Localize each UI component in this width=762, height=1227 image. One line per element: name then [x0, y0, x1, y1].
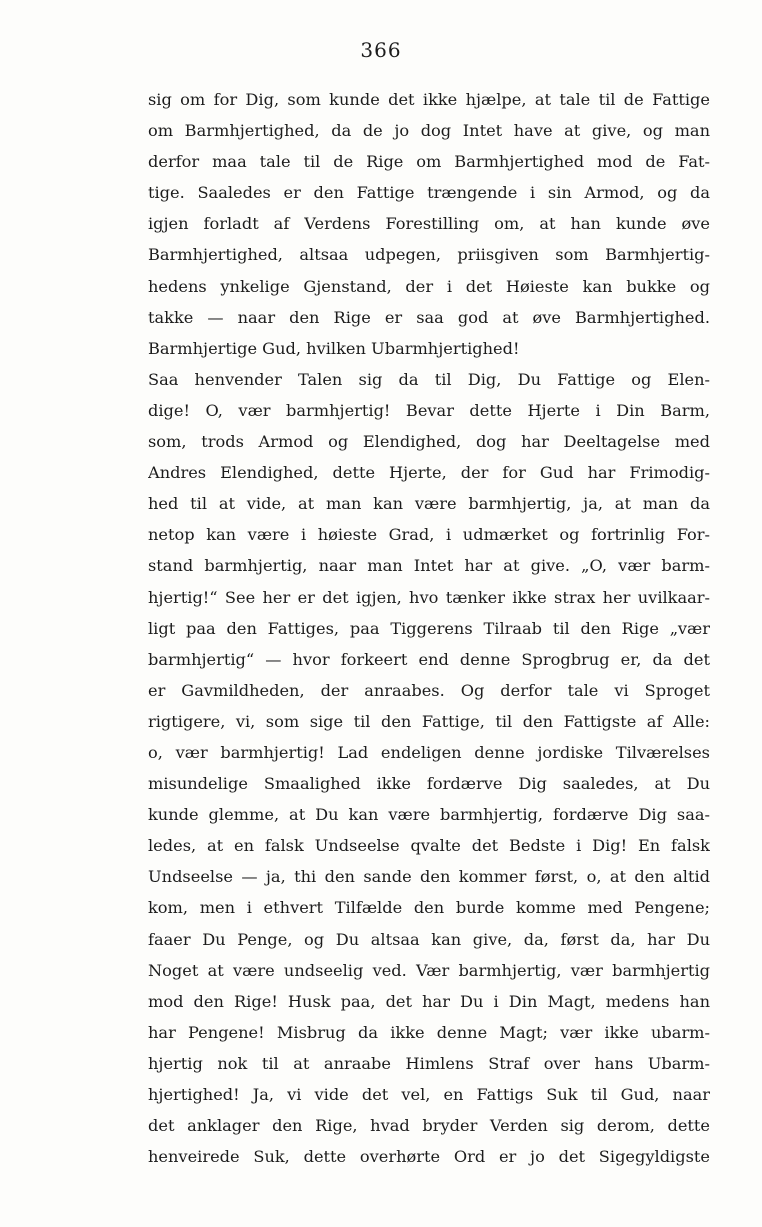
text-line: takke — naar den Rige er saa god at øve Barmhjertighed.	[148, 307, 710, 327]
text-line: hedens ynkelige Gjenstand, der i det Høieste kan bukke og	[148, 276, 710, 296]
text-line: som, trods Armod og Elendighed, dog har Deeltagelse med	[148, 432, 710, 452]
text-line: misundelige Smaalighed ikke fordærve Dig saaledes, at Du	[148, 774, 710, 794]
text-line: om Barmhjertighed, da de jo dog Intet have at give, og man	[148, 121, 710, 141]
text-line: hjertig nok til at anraabe Himlens Straf over hans Ubarm-	[148, 1053, 710, 1073]
text-line: rigtigere, vi, som sige til den Fattige, til den Fattigste af Alle:	[148, 711, 710, 731]
text-line: har Pengene! Misbrug da ikke denne Magt; vær ikke ubarm-	[148, 1022, 710, 1042]
page-number: 366	[360, 38, 402, 62]
text-line: kom, men i ethvert Tilfælde den burde komme med Pengene;	[148, 898, 710, 918]
text-line: henveirede Suk, dette overhørte Ord er jo det Sigegyldigste	[148, 1147, 710, 1167]
text-line: er Gavmildheden, der anraabes. Og derfor tale vi Sproget	[148, 680, 710, 700]
text-line: netop kan være i høieste Grad, i udmærket og fortrinlig For-	[148, 525, 710, 545]
text-line: hjertig!“ See her er det igjen, hvo tænker ikke strax her uvilkaar-	[148, 587, 710, 607]
text-line: Barmhjertighed, altsaa udpegen, priisgiven som Barmhjertig-	[148, 245, 710, 265]
text-line: hed til at vide, at man kan være barmhjertig, ja, at man da	[148, 494, 710, 514]
text-line: stand barmhjertig, naar man Intet har at give. „O, vær barm-	[148, 556, 710, 576]
text-line: tige. Saaledes er den Fattige trængende i sin Armod, og da	[148, 183, 710, 203]
text-line: ledes, at en falsk Undseelse qvalte det Bedste i Dig! En falsk	[148, 836, 710, 856]
text-line: Saa henvender Talen sig da til Dig, Du Fattige og Elen-	[148, 369, 710, 389]
text-line: Barmhjertige Gud, hvilken Ubarmhjertighed!	[148, 338, 520, 358]
text-line: barmhjertig“ — hvor forkeert end denne Sprogbrug er, da det	[148, 649, 710, 669]
text-line: Undseelse — ja, thi den sande den kommer først, o, at den altid	[148, 867, 710, 887]
text-line: sig om for Dig, som kunde det ikke hjælpe, at tale til de Fattige	[148, 90, 710, 109]
text-line: Noget at være undseelig ved. Vær barmhjertig, vær barmhjertig	[148, 960, 710, 980]
text-line: derfor maa tale til de Rige om Barmhjertighed mod de Fat-	[148, 152, 710, 172]
text-line: ligt paa den Fattiges, paa Tiggerens Tilraab til den Rige „vær	[148, 618, 710, 638]
text-line: faaer Du Penge, og Du altsaa kan give, da, først da, har Du	[148, 929, 710, 949]
text-line: hjertighed! Ja, vi vide det vel, en Fattigs Suk til Gud, naar	[148, 1085, 710, 1104]
text-line: o, vær barmhjertig! Lad endeligen denne jordiske Tilværelses	[148, 742, 710, 762]
text-line: det anklager den Rige, hvad bryder Verden sig derom, dette	[148, 1116, 710, 1136]
text-line: dige! O, vær barmhjertig! Bevar dette Hjerte i Din Barm,	[148, 400, 710, 420]
text-line: mod den Rige! Husk paa, det har Du i Din Magt, medens han	[148, 991, 710, 1011]
body-text	[148, 84, 710, 1172]
text-line: igjen forladt af Verdens Forestilling om, at han kunde øve	[148, 214, 710, 234]
text-line: kunde glemme, at Du kan være barmhjertig, fordærve Dig saa-	[148, 805, 710, 825]
text-line: Andres Elendighed, dette Hjerte, der for Gud har Frimodig-	[148, 463, 710, 483]
